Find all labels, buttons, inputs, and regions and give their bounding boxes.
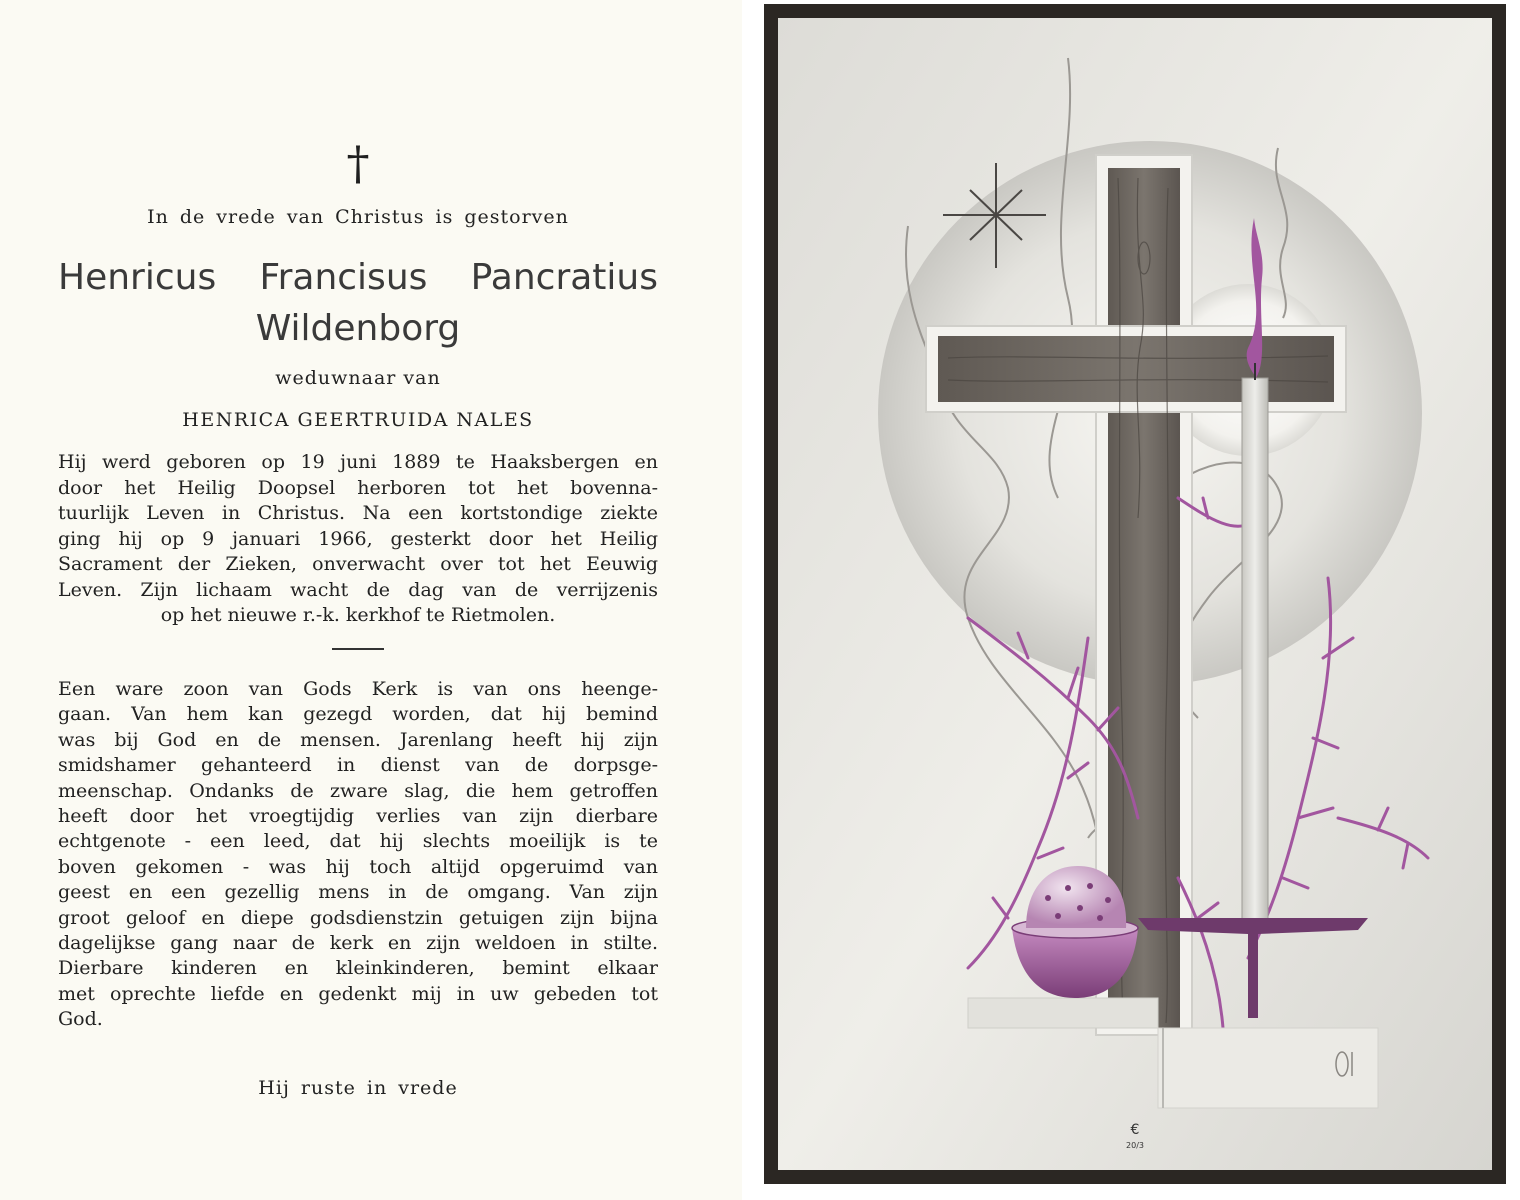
biography-line: door het Heilig Doopsel herboren tot het bovenna- — [58, 476, 658, 499]
biography-line: Leven. Zijn lichaam wacht de dag van de verrijzenis — [58, 578, 658, 601]
candle — [1242, 378, 1268, 928]
print-code: 20/3 — [1126, 1141, 1144, 1150]
deceased-name-line1: Henricus Francisus Pancratius — [58, 257, 658, 298]
spouse-name: HENRICA GEERTRUIDA NALES — [182, 409, 534, 431]
biography-line: ging hij op 9 januari 1966, gesterkt door het Heilig — [58, 527, 658, 550]
memorial-text-page — [0, 0, 742, 1200]
tribute-line: echtgenote - een leed, dat hij slechts moeilijk is te — [58, 830, 658, 853]
tribute-line: groot geloof en diepe godsdienstzin getuigen zijn bijna — [58, 906, 658, 929]
cross-symbol: † — [346, 136, 370, 190]
stone-ledge-left — [968, 998, 1158, 1028]
tribute-line: smidshamer gehanteerd in dienst van de dorpsge- — [58, 754, 658, 777]
biography-line: tuurlijk Leven in Christus. Na een kortstondige ziekte — [58, 502, 658, 524]
illustration-panel — [778, 18, 1492, 1170]
illustration-page — [764, 4, 1506, 1184]
widower-of-label: weduwnaar van — [275, 367, 441, 389]
tribute-paragraph — [58, 677, 658, 1033]
tribute-line: Een ware zoon van Gods Kerk is van ons heenge- — [58, 678, 658, 700]
biography-line: op het nieuwe r.-k. kerkhof te Rietmolen. — [160, 604, 556, 626]
tribute-line: Dierbare kinderen en kleinkinderen, bemint elkaar — [58, 957, 658, 980]
cross-candle-illustration — [778, 18, 1492, 1170]
page-gap — [742, 0, 764, 1200]
tribute-line: geest en een gezellig mens in de omgang. Van zijn — [58, 881, 658, 904]
cross-horizontal-beam — [938, 336, 1334, 402]
tribute-line: God. — [58, 1008, 103, 1031]
tribute-line: meenschap. Ondanks de zware slag, die hem getroffen — [58, 779, 658, 802]
intro-line: In de vrede van Christus is gestorven — [147, 206, 569, 228]
biography-line: Sacrament der Zieken, onverwacht over tot het Eeuwig — [58, 553, 658, 575]
biography-paragraph — [58, 450, 658, 629]
biography-line: Hij werd geboren op 19 juni 1889 te Haaksbergen en — [58, 451, 658, 473]
tribute-line: heeft door het vroegtijdig verlies van zijn dierbare — [58, 805, 658, 828]
tribute-line: was bij God en de mensen. Jarenlang heeft hij zijn — [58, 728, 658, 751]
publisher-mark: € — [1130, 1122, 1140, 1138]
stone-ledge-right — [1158, 1028, 1378, 1108]
closing-line: Hij ruste in vrede — [258, 1077, 458, 1099]
tribute-line: met oprechte liefde en gedenkt mij in uw gebeden tot — [58, 982, 658, 1005]
deceased-name-line2: Wildenborg — [255, 308, 461, 349]
section-divider — [332, 648, 384, 650]
tribute-line: dagelijkse gang naar de kerk en zijn weldoen in stilte. — [58, 932, 658, 955]
tribute-line: boven gekomen - was hij toch altijd opgeruimd van — [58, 855, 658, 878]
tribute-line: gaan. Van hem kan gezegd worden, dat hij bemind — [58, 703, 658, 726]
